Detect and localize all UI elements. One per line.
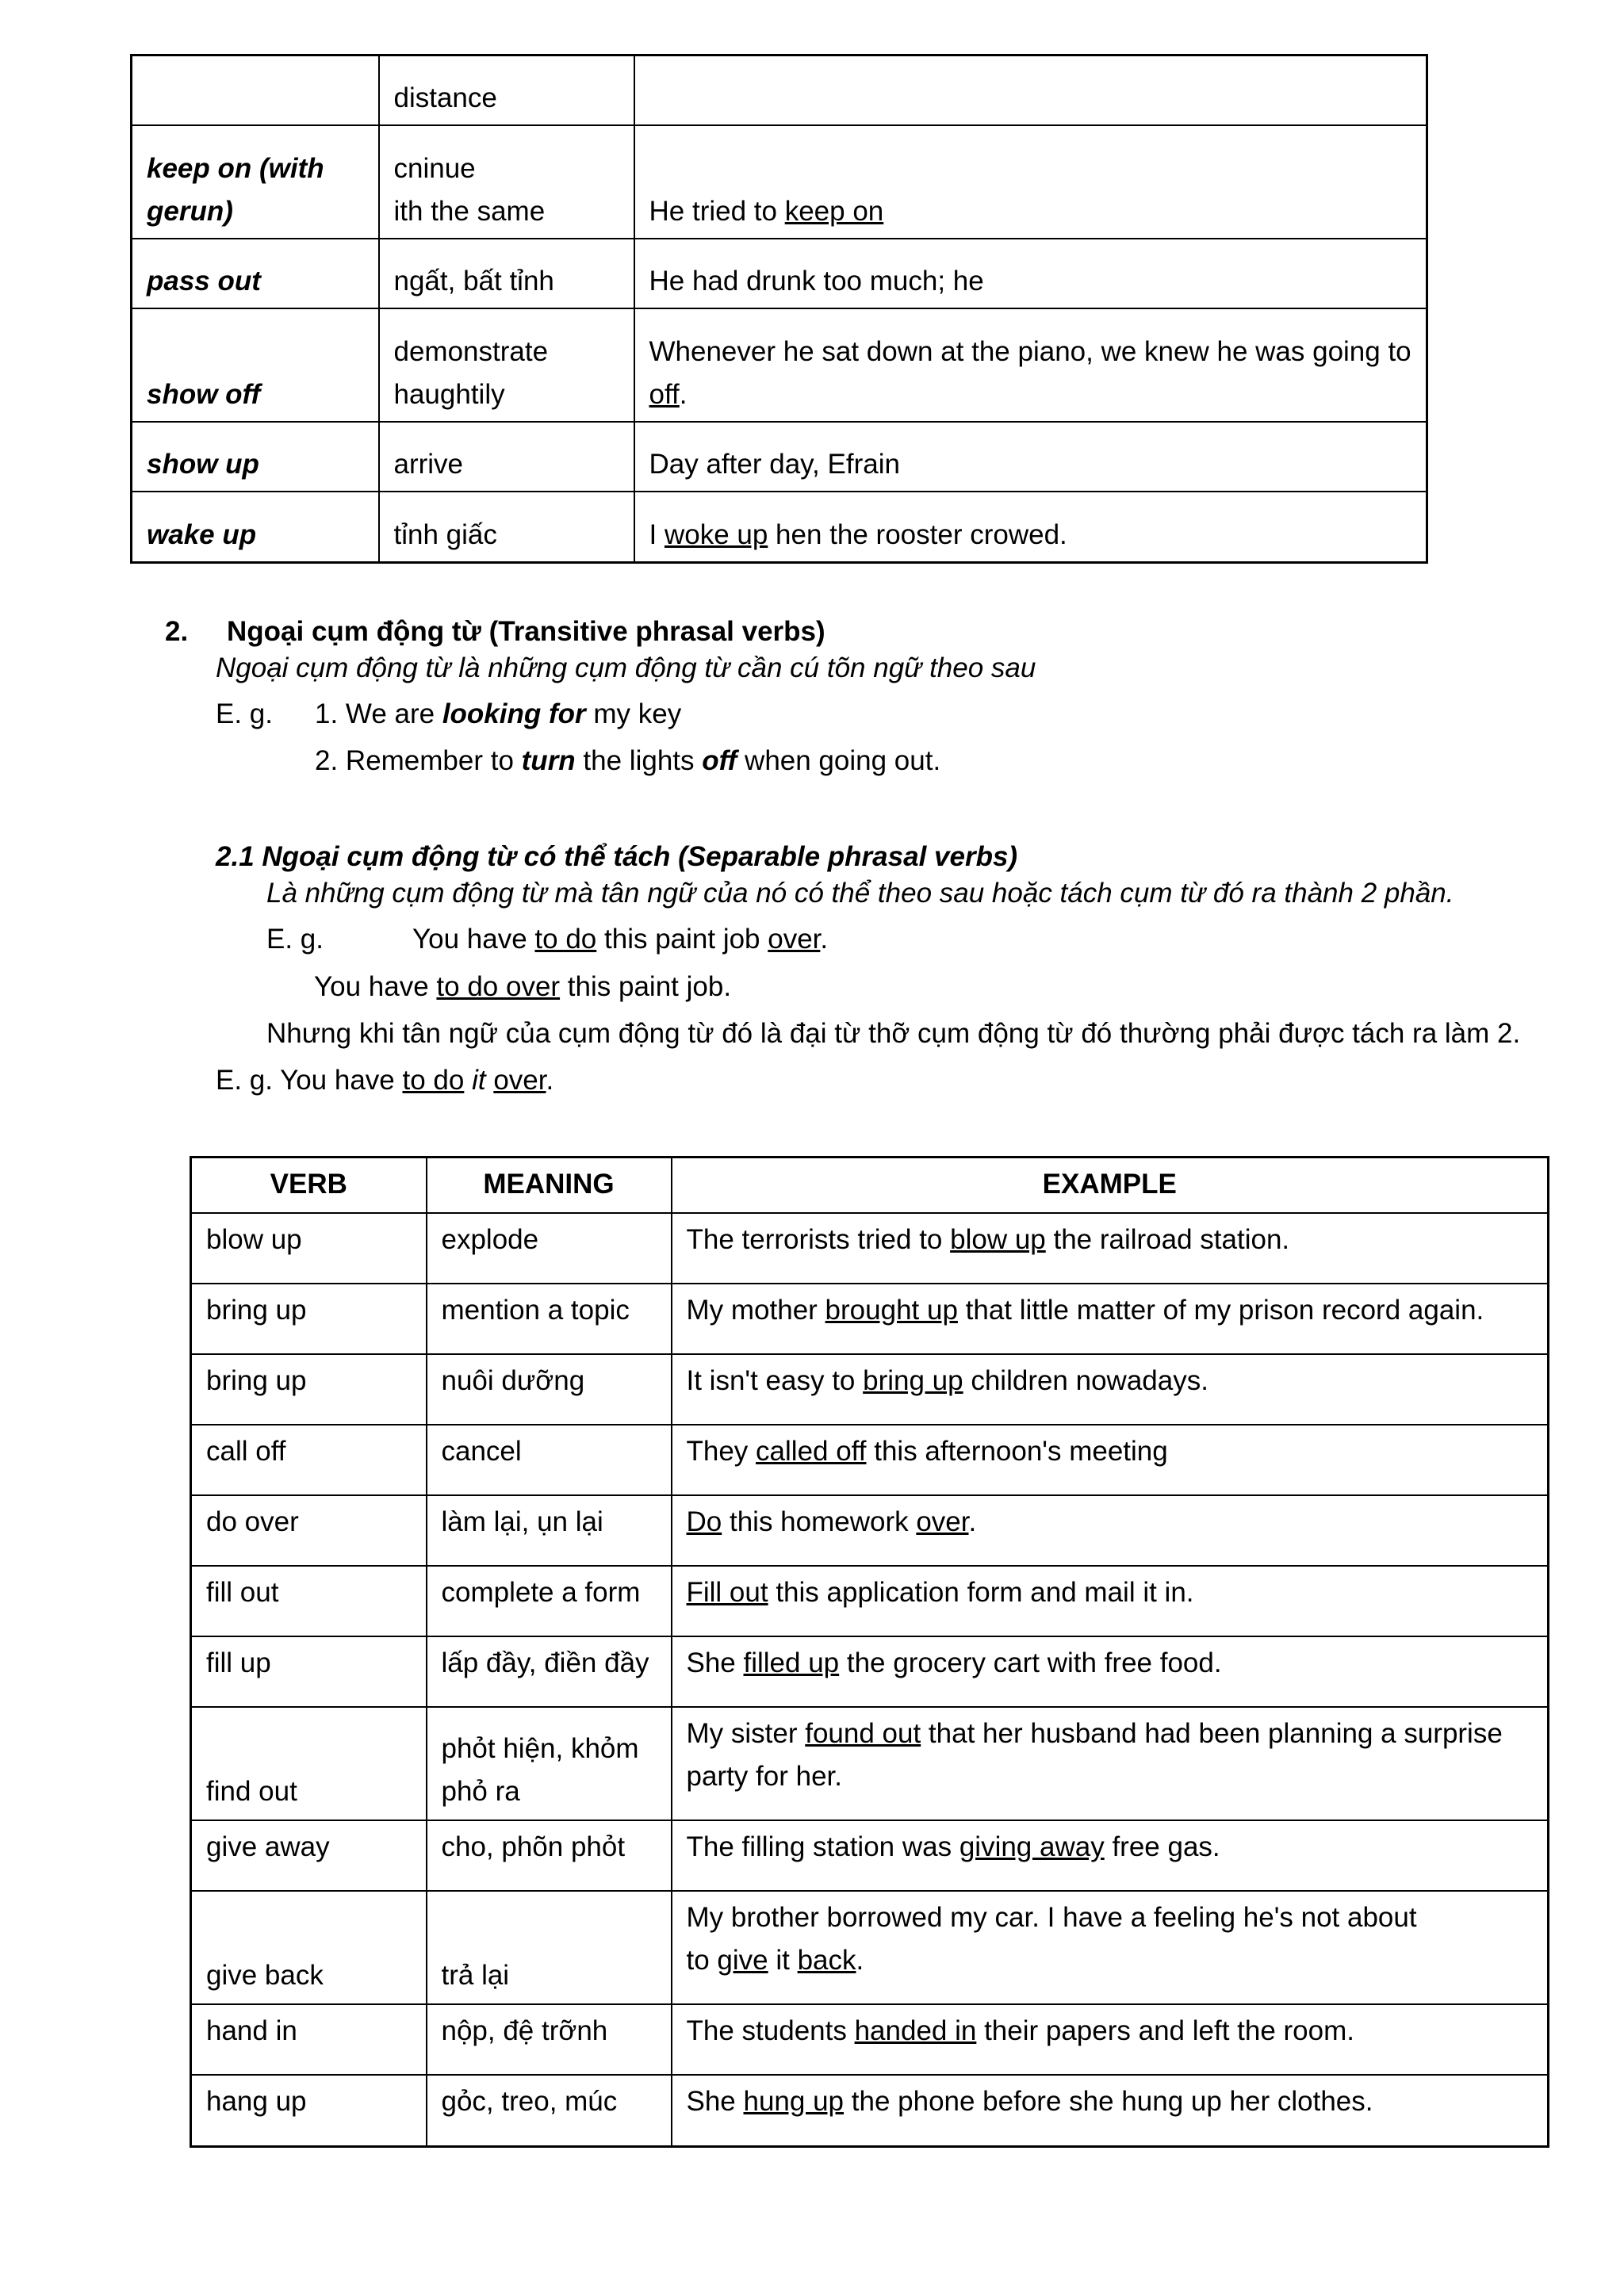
verb-cell: do over (191, 1495, 427, 1566)
verb-cell: blow up (191, 1213, 427, 1284)
section-2-heading: Ngoại cụm động từ (Transitive phrasal verbs) (227, 616, 825, 647)
meaning-cell: mention a topic (427, 1284, 672, 1354)
meaning-cell: trả lại (427, 1891, 672, 2004)
section-2-description: Ngoại cụm động từ là những cụm động từ cần cú tõn ngữ theo sau (216, 652, 1036, 683)
table-row (132, 125, 1427, 239)
verb-cell: wake up (132, 492, 379, 563)
header-meaning: MEANING (427, 1158, 672, 1214)
verb-cell: show up (132, 422, 379, 492)
verb-cell: find out (191, 1707, 427, 1820)
table-row (191, 2075, 1549, 2146)
table-row (191, 2004, 1549, 2075)
verb-cell: bring up (191, 1284, 427, 1354)
example-cell: The filling station was giving away free gas. (672, 1820, 1549, 1891)
section-2-1-example-1: You have to do this paint job over. (412, 924, 829, 955)
example-cell: Fill out this application form and mail it in. (672, 1566, 1549, 1636)
verb-cell: bring up (191, 1354, 427, 1425)
meaning-cell: phỏt hiện, khỏm phỏ ra (427, 1707, 672, 1820)
meaning-cell: nộp, đệ trỡnh (427, 2004, 672, 2075)
example-cell: They called off this afternoon's meeting (672, 1425, 1549, 1495)
example-cell: I woke up hen the rooster crowed. (634, 492, 1427, 563)
table-row (191, 1707, 1549, 1820)
example-cell: He tried to keep on (634, 125, 1427, 239)
top-phrasal-verb-table (130, 54, 1428, 564)
table-row (191, 1213, 1549, 1284)
table-row (132, 239, 1427, 308)
table-row (191, 1425, 1549, 1495)
meaning-cell: nuôi dưỡng (427, 1354, 672, 1425)
verb-cell: give back (191, 1891, 427, 2004)
section-2-example-1: 1. We are looking for my key (315, 698, 682, 729)
section-2-1-note: Nhưng khi tân ngữ của cụm động từ đó là đại từ thỡ cụm động từ đó thường phải được tách ra làm 2. (266, 1018, 1521, 1049)
verb-cell: pass out (132, 239, 379, 308)
table-row (191, 1636, 1549, 1707)
meaning-cell: làm lại, ụn lại (427, 1495, 672, 1566)
meaning-cell: explode (427, 1213, 672, 1284)
example-cell: Whenever he sat down at the piano, we knew he was going to off. (634, 308, 1427, 422)
verb-cell: keep on (with gerun) (132, 125, 379, 239)
verb-cell: fill up (191, 1636, 427, 1707)
example-cell (634, 55, 1427, 125)
example-cell: She filled up the grocery cart with free food. (672, 1636, 1549, 1707)
table-row (191, 1495, 1549, 1566)
meaning-cell: ngất, bất tỉnh (379, 239, 634, 308)
meaning-cell: cninue ith the same (379, 125, 634, 239)
example-cell: It isn't easy to bring up children nowadays. (672, 1354, 1549, 1425)
meaning-cell: demonstrate haughtily (379, 308, 634, 422)
section-2-1-description: Là những cụm động từ mà tân ngữ của nó có thể theo sau hoặc tách cụm từ đó ra thành 2 phần. (266, 878, 1454, 909)
separable-phrasal-verb-table (190, 1156, 1549, 2148)
example-cell: My brother borrowed my car. I have a feeling he's not about to give it back. (672, 1891, 1549, 2004)
section-2-1-heading: 2.1 Ngoại cụm động từ có thể tách (Separable phrasal verbs) (216, 841, 1018, 872)
section-2-1-example-label: E. g. (266, 924, 324, 955)
table-row (132, 308, 1427, 422)
meaning-cell: tỉnh giấc (379, 492, 634, 563)
verb-cell: give away (191, 1820, 427, 1891)
table-row (191, 1284, 1549, 1354)
meaning-cell: lấp đầy, điền đầy (427, 1636, 672, 1707)
section-2-number: 2. (165, 616, 189, 647)
verb-cell: call off (191, 1425, 427, 1495)
table-row (191, 1566, 1549, 1636)
header-verb: VERB (191, 1158, 427, 1214)
meaning-cell: cho, phõn phỏt (427, 1820, 672, 1891)
example-cell: Do this homework over. (672, 1495, 1549, 1566)
header-example: EXAMPLE (672, 1158, 1549, 1214)
example-cell: She hung up the phone before she hung up her clothes. (672, 2075, 1549, 2146)
example-cell: My mother brought up that little matter of my prison record again. (672, 1284, 1549, 1354)
table-row (191, 1354, 1549, 1425)
meaning-cell: distance (379, 55, 634, 125)
section-2-1-example-2: You have to do over this paint job. (314, 971, 732, 1002)
table-row (132, 55, 1427, 125)
meaning-cell: complete a form (427, 1566, 672, 1636)
table-row (132, 422, 1427, 492)
table-row (191, 1820, 1549, 1891)
section-2-example-2: 2. Remember to turn the lights off when going out. (315, 745, 941, 776)
section-2-example-label: E. g. (216, 698, 273, 729)
example-cell: My sister found out that her husband had been planning a surprise party for her. (672, 1707, 1549, 1820)
table-row (132, 492, 1427, 563)
table-header-row (191, 1158, 1549, 1214)
meaning-cell: gỏc, treo, múc (427, 2075, 672, 2146)
example-cell: The terrorists tried to blow up the railroad station. (672, 1213, 1549, 1284)
table-row (191, 1891, 1549, 2004)
verb-cell: hand in (191, 2004, 427, 2075)
verb-cell (132, 55, 379, 125)
example-cell: He had drunk too much; he (634, 239, 1427, 308)
meaning-cell: cancel (427, 1425, 672, 1495)
verb-cell: fill out (191, 1566, 427, 1636)
example-cell: Day after day, Efrain (634, 422, 1427, 492)
verb-cell: show off (132, 308, 379, 422)
meaning-cell: arrive (379, 422, 634, 492)
section-2-1-example-3: E. g. You have to do it over. (216, 1065, 554, 1096)
verb-cell: hang up (191, 2075, 427, 2146)
example-cell: The students handed in their papers and left the room. (672, 2004, 1549, 2075)
